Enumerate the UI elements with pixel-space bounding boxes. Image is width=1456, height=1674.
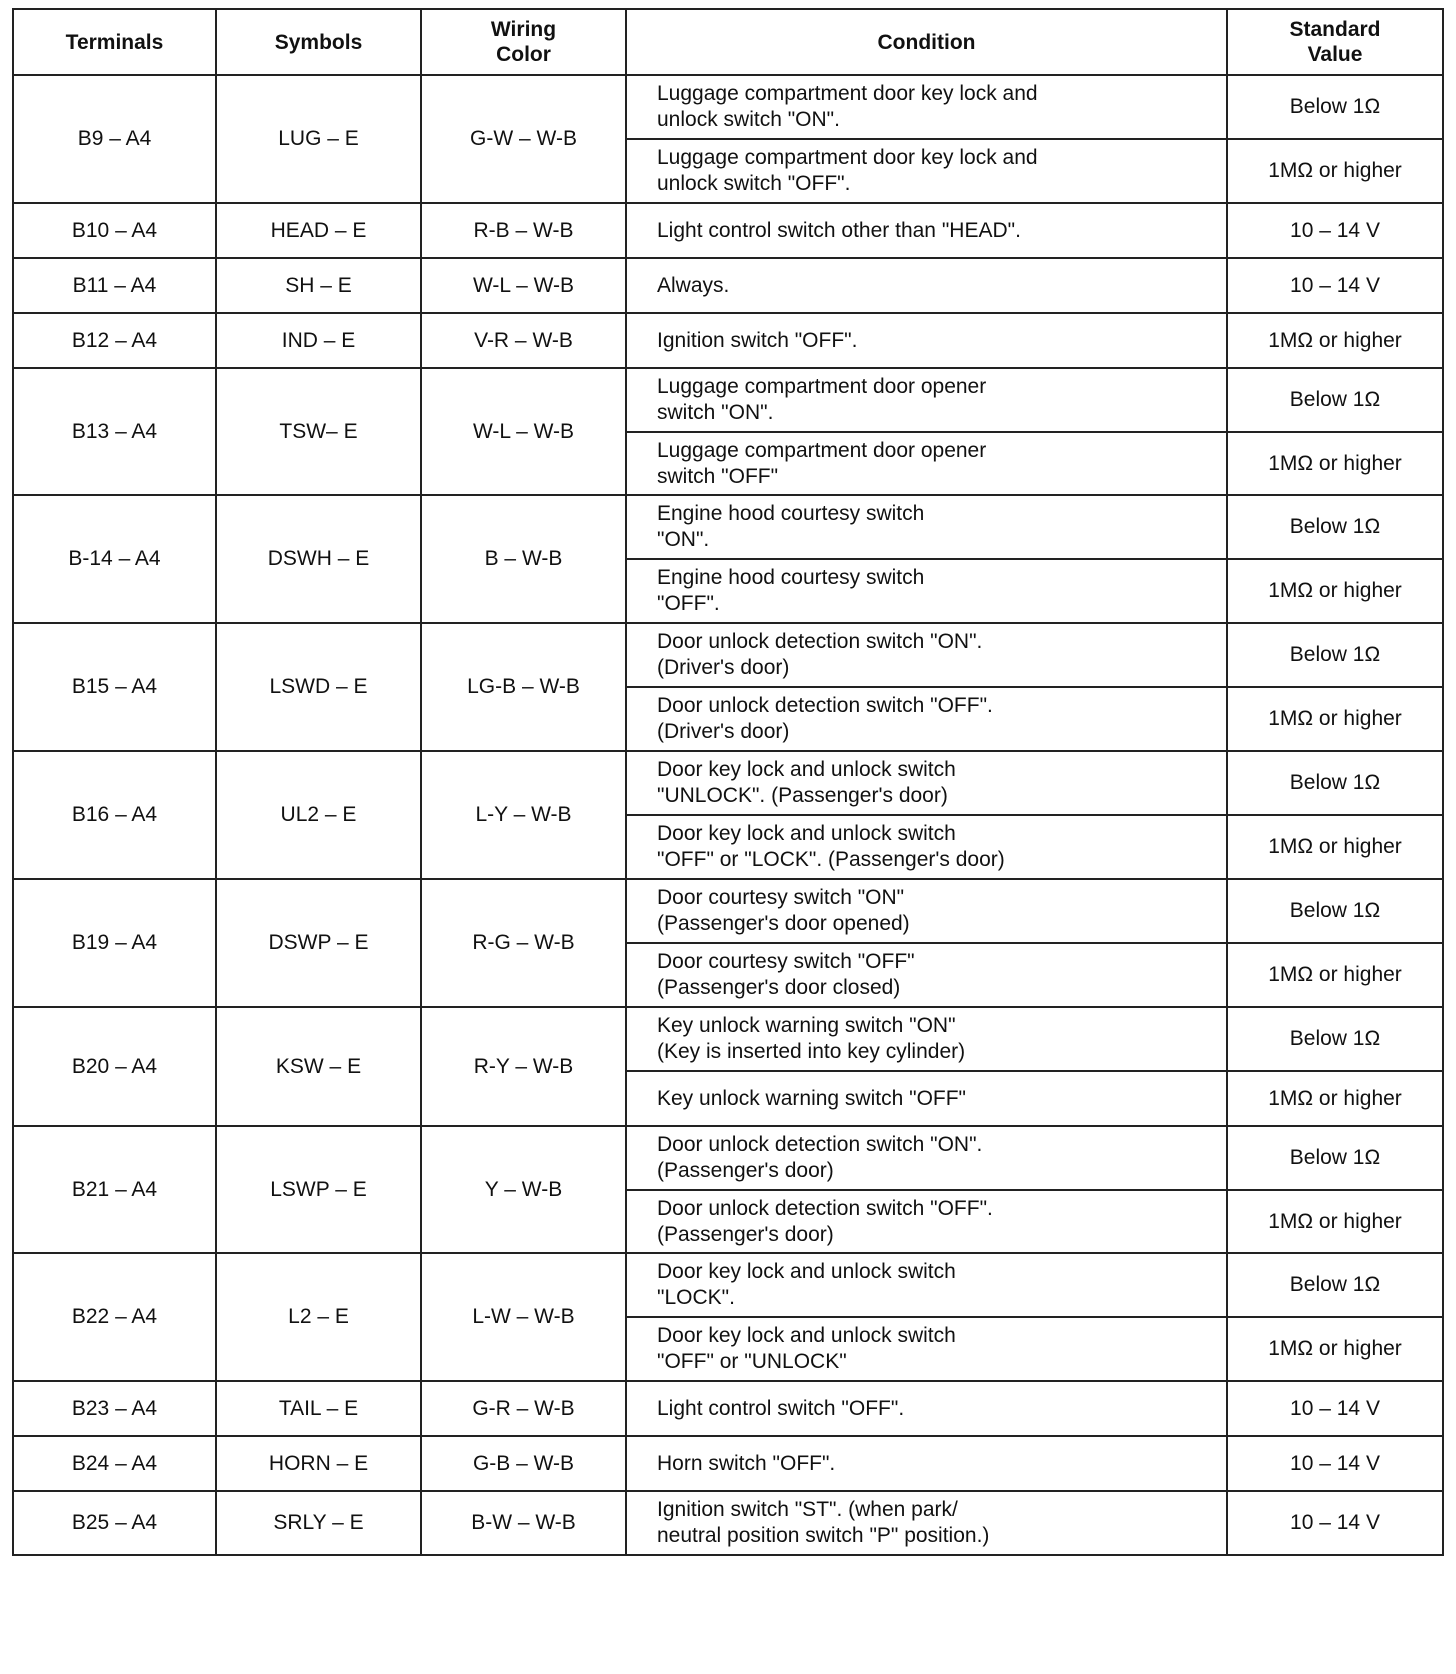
terminal-cell: B21 – A4 — [13, 1126, 216, 1253]
condition-line: Door courtesy switch "ON" — [657, 886, 905, 909]
condition-line: Luggage compartment door key lock and — [657, 146, 1038, 169]
standard-value-cell: 10 – 14 V — [1227, 1381, 1443, 1436]
standard-value-cell: 10 – 14 V — [1227, 1491, 1443, 1555]
condition-line: (Driver's door) — [657, 720, 790, 743]
symbol-cell: LUG – E — [216, 75, 421, 203]
condition-cell — [626, 687, 1227, 751]
wiring-color-cell: R-G – W-B — [421, 879, 626, 1007]
condition-line: (Passenger's door opened) — [657, 912, 910, 935]
standard-value-cell: Below 1Ω — [1227, 751, 1443, 815]
wiring-color-cell: B-W – W-B — [421, 1491, 626, 1555]
symbol-cell: SRLY – E — [216, 1491, 421, 1555]
standard-value-cell: 1MΩ or higher — [1227, 687, 1443, 751]
condition-line: Door unlock detection switch "ON". — [657, 630, 983, 653]
wiring-color-cell: R-B – W-B — [421, 203, 626, 258]
condition-cell — [626, 1190, 1227, 1253]
condition-line: "OFF" or "UNLOCK" — [657, 1350, 847, 1373]
symbol-cell: SH – E — [216, 258, 421, 313]
condition-line: Door courtesy switch "OFF" — [657, 950, 915, 973]
condition-cell — [626, 1436, 1227, 1491]
symbol-cell: IND – E — [216, 313, 421, 368]
header-standard-value — [1227, 9, 1443, 75]
table-row — [13, 1007, 1443, 1071]
standard-value-cell: Below 1Ω — [1227, 495, 1443, 559]
header-row — [13, 9, 1443, 75]
wiring-color-cell: LG-B – W-B — [421, 623, 626, 751]
condition-line: Ignition switch "ST". (when park/ — [657, 1498, 958, 1521]
standard-value-cell: 1MΩ or higher — [1227, 815, 1443, 879]
header-wiring-line2: Color — [496, 43, 551, 66]
condition-line: Light control switch "OFF". — [657, 1396, 905, 1420]
standard-value-cell: 1MΩ or higher — [1227, 139, 1443, 203]
condition-line: switch "OFF" — [657, 464, 779, 488]
standard-value-cell: 10 – 14 V — [1227, 258, 1443, 313]
condition-line: Luggage compartment door key lock and — [657, 82, 1038, 105]
wiring-color-cell: B – W-B — [421, 495, 626, 623]
condition-cell — [626, 495, 1227, 559]
condition-line: Always. — [657, 273, 730, 297]
standard-value-cell: 1MΩ or higher — [1227, 1190, 1443, 1253]
header-standard-line1: Standard — [1289, 18, 1381, 41]
condition-cell — [626, 751, 1227, 815]
wiring-color-cell: W-L – W-B — [421, 368, 626, 495]
condition-cell — [626, 203, 1227, 258]
terminal-cell: B10 – A4 — [13, 203, 216, 258]
table-row — [13, 1436, 1443, 1491]
condition-line: Door key lock and unlock switch — [657, 758, 956, 781]
table-row — [13, 368, 1443, 432]
table-row — [13, 1381, 1443, 1436]
condition-line: switch "ON". — [657, 401, 774, 424]
standard-value-cell: 1MΩ or higher — [1227, 313, 1443, 368]
table-row — [13, 623, 1443, 687]
symbol-cell: LSWD – E — [216, 623, 421, 751]
table-row — [13, 313, 1443, 368]
standard-value-cell: 1MΩ or higher — [1227, 943, 1443, 1007]
condition-line: Light control switch other than "HEAD". — [657, 218, 1021, 242]
table-row — [13, 495, 1443, 559]
standard-value-cell: 1MΩ or higher — [1227, 432, 1443, 495]
condition-line: Engine hood courtesy switch — [657, 566, 925, 589]
terminal-cell: B9 – A4 — [13, 75, 216, 203]
condition-line: Luggage compartment door opener — [657, 438, 987, 462]
condition-line: "UNLOCK". (Passenger's door) — [657, 784, 948, 807]
condition-line: Ignition switch "OFF". — [657, 328, 858, 352]
standard-value-cell: Below 1Ω — [1227, 879, 1443, 943]
table-row — [13, 75, 1443, 139]
condition-line: Key unlock warning switch "OFF" — [657, 1086, 967, 1110]
terminal-cell: B20 – A4 — [13, 1007, 216, 1126]
condition-cell — [626, 879, 1227, 943]
symbol-cell: LSWP – E — [216, 1126, 421, 1253]
header-wiring-line1: Wiring — [490, 18, 557, 41]
header-symbols: Symbols — [216, 9, 421, 75]
standard-value-cell: Below 1Ω — [1227, 1007, 1443, 1071]
condition-cell — [626, 313, 1227, 368]
condition-cell — [626, 623, 1227, 687]
condition-line: Door unlock detection switch "OFF". — [657, 1196, 993, 1220]
table-row — [13, 1126, 1443, 1190]
symbol-cell: UL2 – E — [216, 751, 421, 879]
table-row — [13, 879, 1443, 943]
condition-cell — [626, 943, 1227, 1007]
table-row — [13, 751, 1443, 815]
wiring-color-cell: G-B – W-B — [421, 1436, 626, 1491]
terminal-cell: B22 – A4 — [13, 1253, 216, 1381]
condition-cell — [626, 1253, 1227, 1317]
condition-line: unlock switch "ON". — [657, 108, 840, 131]
condition-cell — [626, 75, 1227, 139]
terminal-cell: B24 – A4 — [13, 1436, 216, 1491]
wiring-color-cell: R-Y – W-B — [421, 1007, 626, 1126]
table-row — [13, 258, 1443, 313]
terminal-cell: B11 – A4 — [13, 258, 216, 313]
symbol-cell: HORN – E — [216, 1436, 421, 1491]
symbol-cell: KSW – E — [216, 1007, 421, 1126]
wiring-color-cell: W-L – W-B — [421, 258, 626, 313]
standard-value-cell: Below 1Ω — [1227, 1126, 1443, 1190]
condition-cell — [626, 1317, 1227, 1381]
header-standard-line2: Value — [1307, 43, 1363, 66]
symbol-cell: DSWP – E — [216, 879, 421, 1007]
terminal-cell: B13 – A4 — [13, 368, 216, 495]
standard-value-cell: 1MΩ or higher — [1227, 1317, 1443, 1381]
condition-line: "ON". — [657, 528, 710, 551]
terminal-spec-table — [12, 8, 1444, 1556]
spec-table-container — [12, 8, 1444, 1556]
standard-value-cell: Below 1Ω — [1227, 623, 1443, 687]
condition-cell — [626, 258, 1227, 313]
terminal-cell: B19 – A4 — [13, 879, 216, 1007]
symbol-cell: TSW– E — [216, 368, 421, 495]
symbol-cell: DSWH – E — [216, 495, 421, 623]
condition-line: Door unlock detection switch "OFF". — [657, 694, 993, 717]
condition-line: (Passenger's door closed) — [657, 976, 901, 999]
standard-value-cell: 1MΩ or higher — [1227, 559, 1443, 623]
condition-cell — [626, 1126, 1227, 1190]
condition-cell — [626, 368, 1227, 432]
standard-value-cell: Below 1Ω — [1227, 75, 1443, 139]
symbol-cell: L2 – E — [216, 1253, 421, 1381]
wiring-color-cell: L-Y – W-B — [421, 751, 626, 879]
condition-line: Luggage compartment door opener — [657, 375, 987, 398]
condition-line: (Key is inserted into key cylinder) — [657, 1040, 966, 1063]
header-condition: Condition — [626, 9, 1227, 75]
condition-cell — [626, 559, 1227, 623]
condition-line: (Passenger's door) — [657, 1222, 834, 1246]
condition-line: "LOCK". — [657, 1286, 735, 1309]
standard-value-cell: Below 1Ω — [1227, 368, 1443, 432]
condition-cell — [626, 1381, 1227, 1436]
condition-line: (Driver's door) — [657, 656, 790, 679]
standard-value-cell: Below 1Ω — [1227, 1253, 1443, 1317]
condition-line: Door key lock and unlock switch — [657, 1324, 956, 1347]
wiring-color-cell: Y – W-B — [421, 1126, 626, 1253]
condition-line: neutral position switch "P" position.) — [657, 1524, 990, 1547]
condition-line: Horn switch "OFF". — [657, 1451, 836, 1475]
header-terminals: Terminals — [13, 9, 216, 75]
condition-cell — [626, 139, 1227, 203]
condition-cell — [626, 1071, 1227, 1126]
standard-value-cell: 10 – 14 V — [1227, 1436, 1443, 1491]
condition-cell — [626, 432, 1227, 495]
condition-line: Key unlock warning switch "ON" — [657, 1014, 956, 1037]
terminal-cell: B15 – A4 — [13, 623, 216, 751]
symbol-cell: TAIL – E — [216, 1381, 421, 1436]
condition-cell — [626, 1491, 1227, 1555]
condition-line: Door key lock and unlock switch — [657, 1260, 956, 1283]
standard-value-cell: 1MΩ or higher — [1227, 1071, 1443, 1126]
symbol-cell: HEAD – E — [216, 203, 421, 258]
condition-line: Door key lock and unlock switch — [657, 822, 956, 845]
table-row — [13, 203, 1443, 258]
condition-line: Door unlock detection switch "ON". — [657, 1133, 983, 1156]
condition-line: (Passenger's door) — [657, 1159, 834, 1182]
wiring-color-cell: G-W – W-B — [421, 75, 626, 203]
terminal-cell: B16 – A4 — [13, 751, 216, 879]
wiring-color-cell: G-R – W-B — [421, 1381, 626, 1436]
standard-value-cell: 10 – 14 V — [1227, 203, 1443, 258]
terminal-cell: B-14 – A4 — [13, 495, 216, 623]
condition-line: "OFF". — [657, 592, 720, 615]
condition-line: Engine hood courtesy switch — [657, 502, 925, 525]
condition-line: "OFF" or "LOCK". (Passenger's door) — [657, 848, 1005, 871]
terminal-cell: B12 – A4 — [13, 313, 216, 368]
wiring-color-cell: V-R – W-B — [421, 313, 626, 368]
table-row — [13, 1253, 1443, 1317]
condition-cell — [626, 815, 1227, 879]
table-row — [13, 1491, 1443, 1555]
condition-line: unlock switch "OFF". — [657, 172, 851, 195]
table-body — [13, 75, 1443, 1555]
terminal-cell: B25 – A4 — [13, 1491, 216, 1555]
terminal-cell: B23 – A4 — [13, 1381, 216, 1436]
condition-cell — [626, 1007, 1227, 1071]
header-wiring-color — [421, 9, 626, 75]
wiring-color-cell: L-W – W-B — [421, 1253, 626, 1381]
